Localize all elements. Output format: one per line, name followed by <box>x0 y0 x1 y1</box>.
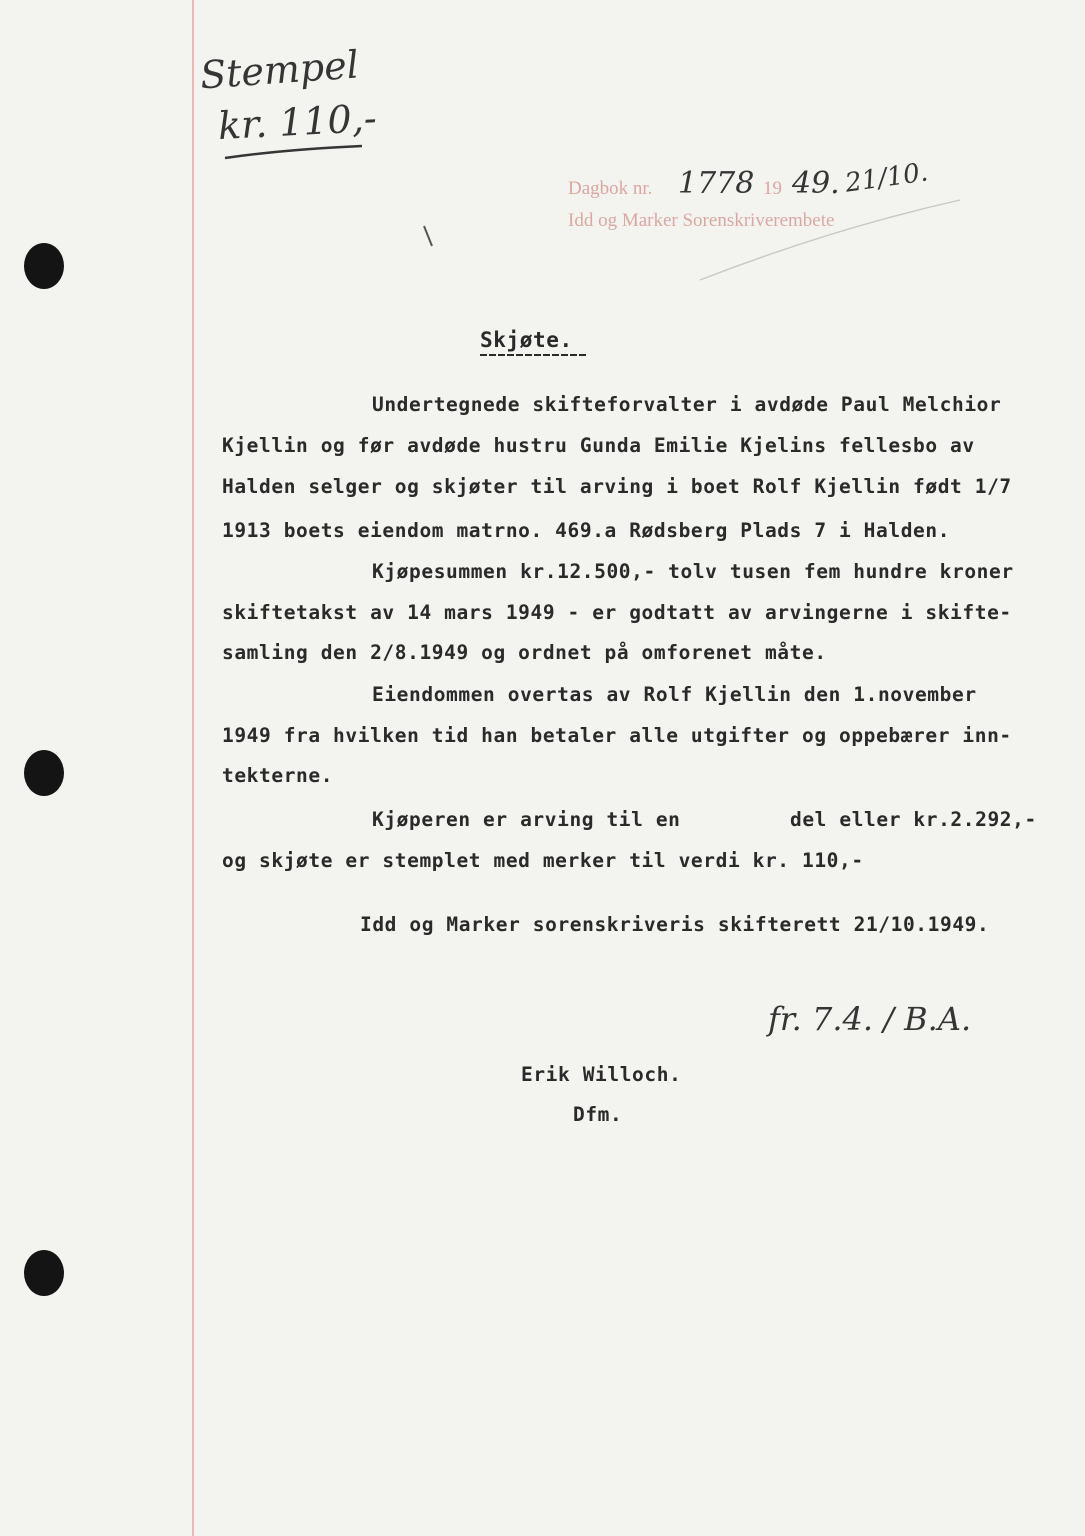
document-title: Skjøte. <box>480 328 573 352</box>
handwritten-stamp-amount: kr. 110,- <box>216 95 378 149</box>
body-line: Halden selger og skjøter til arving i boet Rolf Kjellin født 1/7 <box>222 475 1012 498</box>
handwritten-initials: fr. 7.4. / B.A. <box>768 1000 972 1038</box>
handwritten-stamp-label: Stempel <box>198 42 361 98</box>
handwritten-underline <box>222 140 367 164</box>
body-line: og skjøte er stemplet med merker til verdi kr. 110,- <box>222 849 864 872</box>
handwritten-dagbok-number: 1778 <box>678 166 755 201</box>
punch-hole <box>24 1250 64 1296</box>
body-line: 1913 boets eiendom matrno. 469.a Rødsberg Plads 7 i Halden. <box>222 519 951 542</box>
punch-hole <box>24 243 64 289</box>
stamp-dagbok-label: Dagbok nr. <box>568 178 653 199</box>
body-line: Kjellin og før avdøde hustru Gunda Emilie Kjelins fellesbo av <box>222 434 975 457</box>
signature-name: Erik Willoch. <box>521 1063 682 1086</box>
signature-title: Dfm. <box>573 1103 623 1126</box>
red-margin-line <box>192 0 194 1536</box>
body-line: Idd og Marker sorenskriveris skifterett 21/10.1949. <box>360 913 990 936</box>
body-line: samling den 2/8.1949 og ordnet på omforenet måte. <box>222 641 827 664</box>
handwritten-dagbok-year: 49. <box>792 166 840 201</box>
body-line: del eller kr.2.292,- <box>790 808 1037 831</box>
title-underline <box>478 352 590 360</box>
stamp-year-prefix: 19 <box>763 178 782 199</box>
body-line: tekterne. <box>222 764 334 787</box>
body-line: Undertegnede skifteforvalter i avdøde Paul Melchior <box>372 393 1002 416</box>
body-line: skiftetakst av 14 mars 1949 - er godtatt av arvingerne i skifte- <box>222 601 1012 624</box>
handwritten-dagbok-date: 21/10. <box>843 157 930 199</box>
body-line: Kjøpesummen kr.12.500,- tolv tusen fem hundre kroner <box>372 560 1014 583</box>
body-line: 1949 fra hvilken tid han betaler alle utgifter og oppebærer inn- <box>222 724 1012 747</box>
punch-hole <box>24 750 64 796</box>
stamp-office-name: Idd og Marker Sorenskriverembete <box>568 210 835 231</box>
body-line: Eiendommen overtas av Rolf Kjellin den 1.november <box>372 683 977 706</box>
body-line: Kjøperen er arving til en <box>372 808 681 831</box>
